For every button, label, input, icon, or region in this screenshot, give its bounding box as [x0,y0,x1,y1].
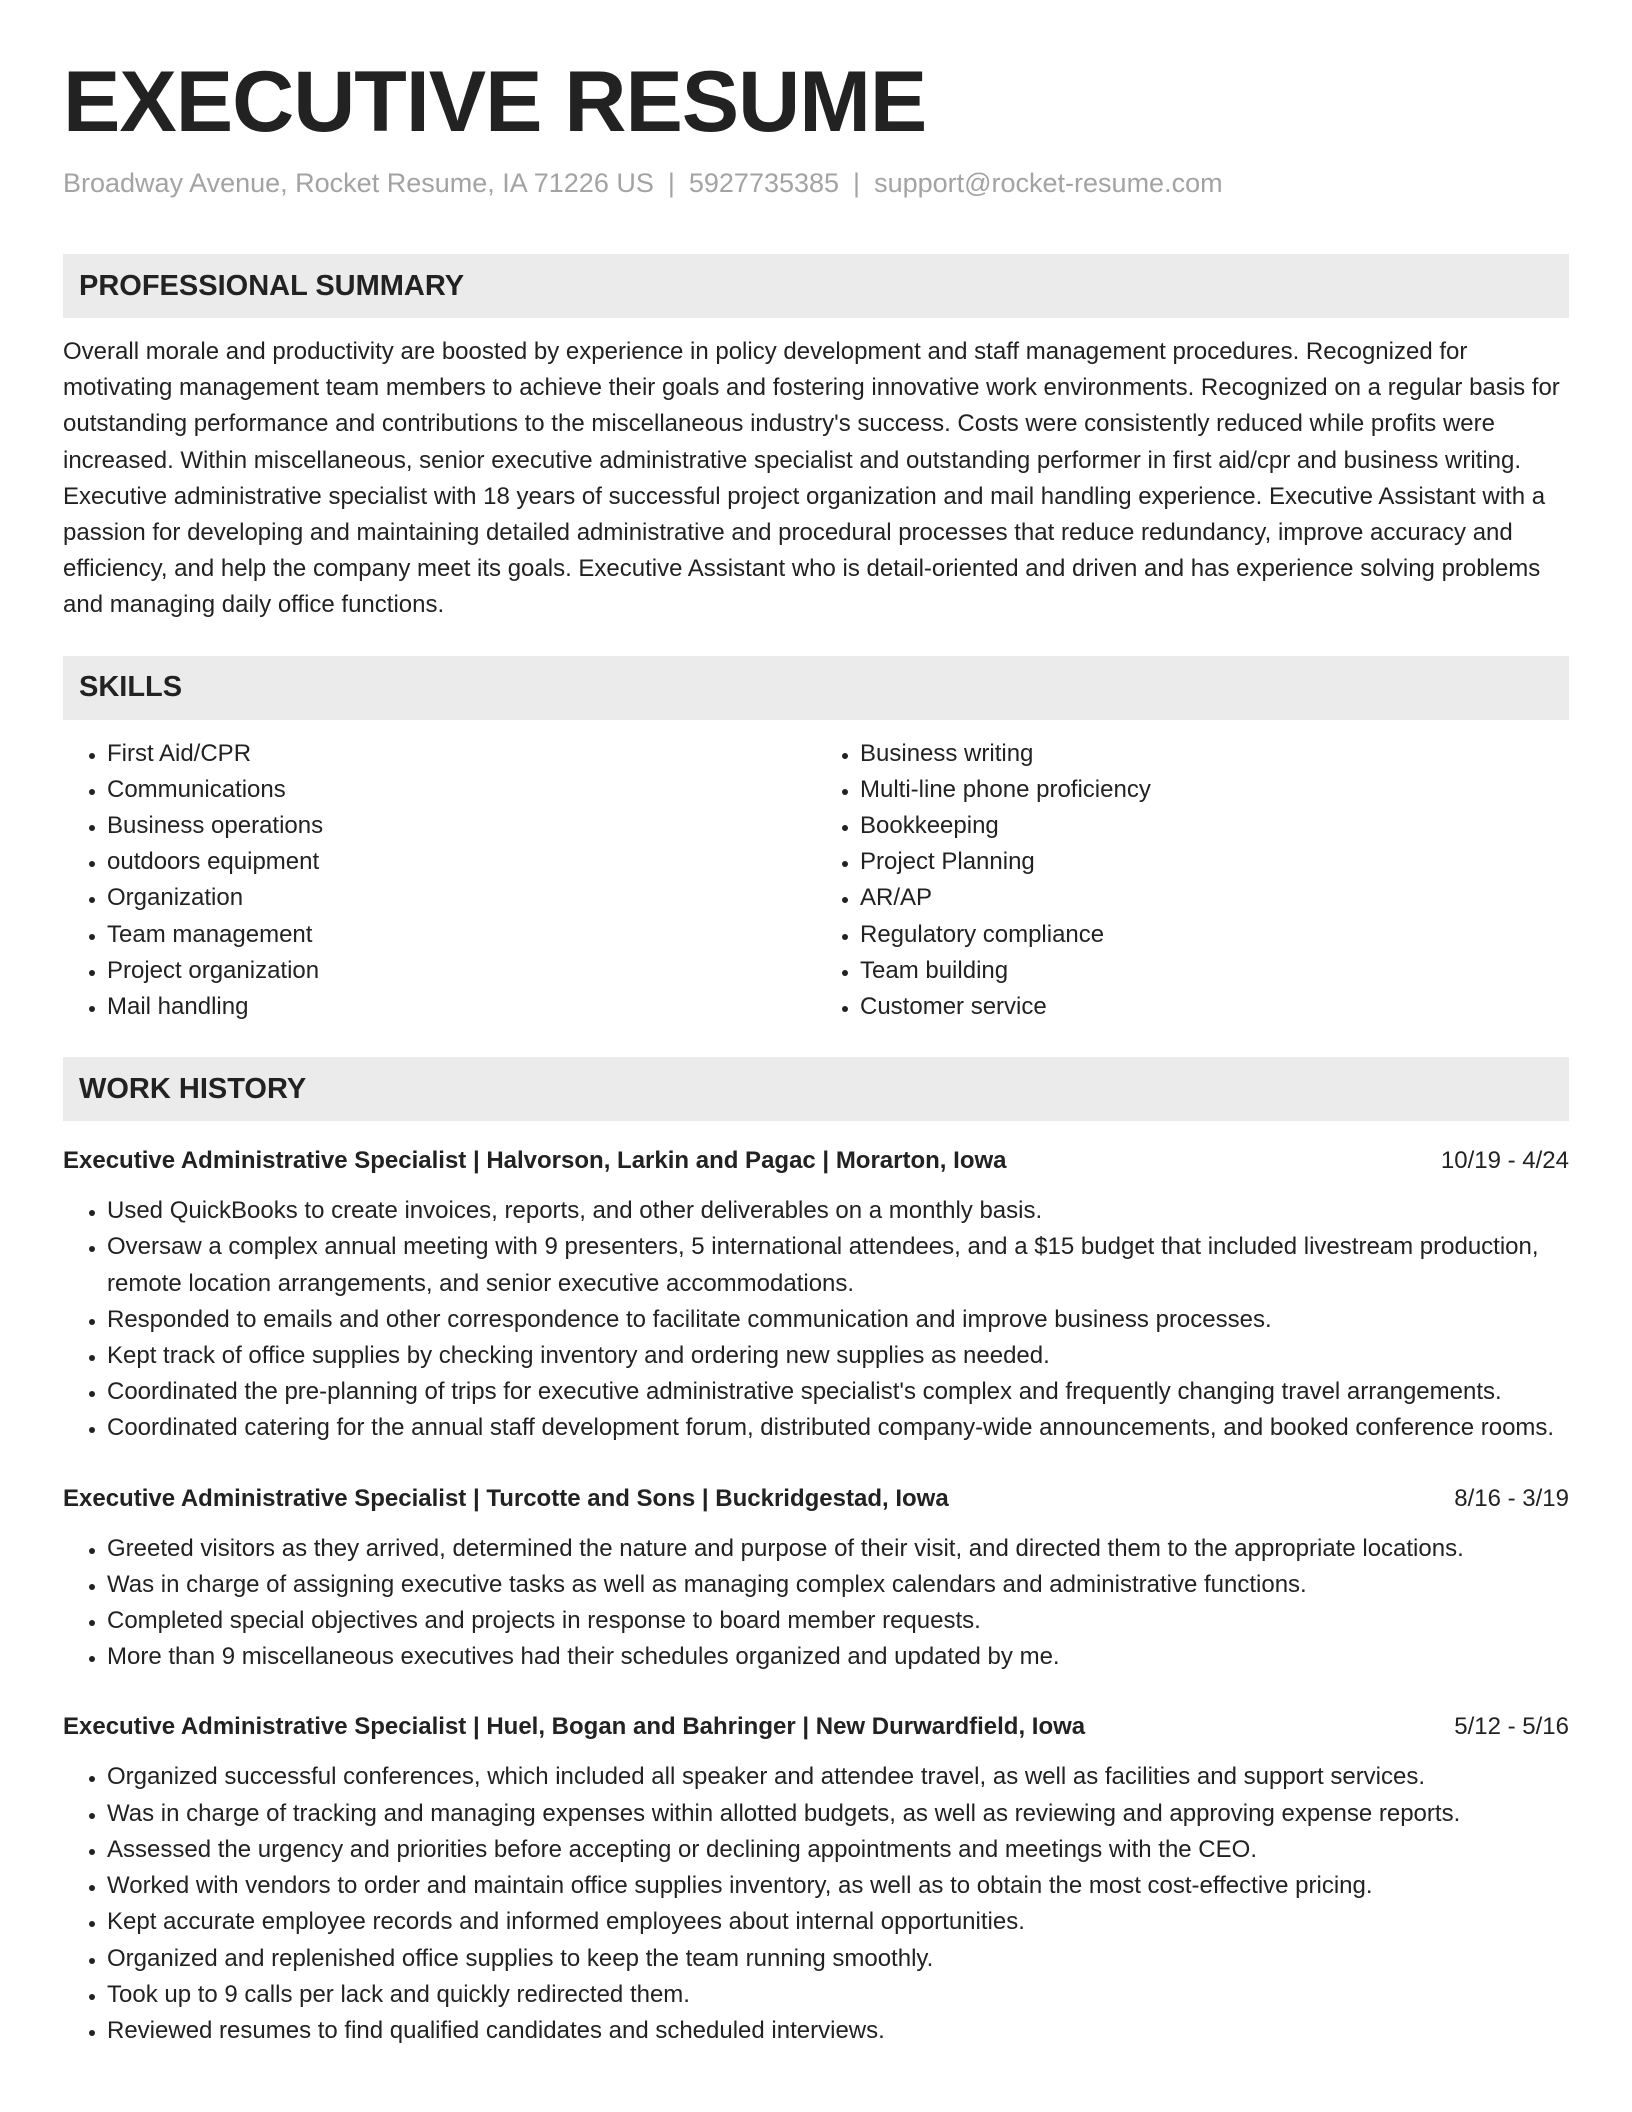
job-bullet: • Took up to 9 calls per lack and quickly redirected them. [107,1977,1569,2013]
section-header-skills: SKILLS [63,656,1569,720]
skill-item: • Team building [860,953,1569,989]
skill-item: • AR/AP [860,880,1569,916]
job-dates: 10/19 - 4/24 [1440,1147,1569,1175]
section-header-summary: PROFESSIONAL SUMMARY [63,254,1569,318]
skill-item: • outdoors equipment [107,844,816,880]
contact-phone: 5927735385 [688,168,840,198]
job-title: Executive Administrative Specialist | Halvorson, Larkin and Pagac | Morarton, Iowa [63,1147,1007,1175]
job-bullet: • Assessed the urgency and priorities before accepting or declining appointments and meetings with the CEO. [107,1832,1569,1868]
job-dates: 8/16 - 3/19 [1454,1484,1569,1512]
job-title: Executive Administrative Specialist | Turcotte and Sons | Buckridgestad, Iowa [63,1484,949,1512]
job-title: Executive Administrative Specialist | Huel, Bogan and Bahringer | New Durwardfield, Iowa [63,1713,1086,1741]
job-bullet-list [63,1531,1569,1676]
contact-separator: | [667,168,675,198]
skills-column-left [63,736,816,1026]
skill-item: • Business writing [860,736,1569,772]
job-entry [63,1143,1569,1446]
job-dates: 5/12 - 5/16 [1454,1713,1569,1741]
skill-item: • Customer service [860,989,1569,1025]
job-bullet-list [63,1193,1569,1446]
job-bullet: • Used QuickBooks to create invoices, reports, and other deliverables on a monthly basis. [107,1193,1569,1229]
skill-item: • Regulatory compliance [860,917,1569,953]
skill-item: • Bookkeeping [860,808,1569,844]
job-bullet: • Was in charge of tracking and managing expenses within allotted budgets, as well as reviewing and approving expense reports. [107,1796,1569,1832]
job-bullet: • Worked with vendors to order and maintain office supplies inventory, as well as to obtain the most cost-effective pricing. [107,1868,1569,1904]
skill-item: • Team management [107,917,816,953]
skill-item: • Communications [107,772,816,808]
skill-item: • Mail handling [107,989,816,1025]
job-bullet: • Coordinated the pre-planning of trips for executive administrative specialist's complex and frequently changing travel arrangements. [107,1374,1569,1410]
summary-text: Overall morale and productivity are boosted by experience in policy development and staff management procedures. Recognized for motivating management team members to achieve their goals and fostering innovative work environments. Recognized on a regular basis for outstanding performance and contributions to the miscellaneous industry's success. Costs were consistently reduced while profits were increased. Within miscellaneous, senior executive administrative specialist and outstanding performer in first aid/cpr and business writing. Executive administrative specialist with 18 years of successful project organization and mail handling experience. Executive Assistant with a passion for developing and maintaining detailed administrative and procedural processes that reduce redundancy, improve accuracy and efficiency, and help the company meet its goals. Executive Assistant who is detail-oriented and driven and has experience solving problems and managing daily office functions. [63,338,1560,619]
skill-item: • Project Planning [860,844,1569,880]
job-bullet: • Responded to emails and other correspondence to facilitate communication and improve business processes. [107,1302,1569,1338]
job-header [63,1143,1569,1179]
work-history-list [63,1143,1569,2049]
skill-item: • Business operations [107,808,816,844]
skill-item: • First Aid/CPR [107,736,816,772]
job-entry [63,1481,1569,1676]
job-header [63,1709,1569,1745]
job-bullet: • Reviewed resumes to find qualified candidates and scheduled interviews. [107,2013,1569,2049]
contact-address: Broadway Avenue, Rocket Resume, IA 71226 US [63,168,654,198]
job-entry [63,1709,1569,2049]
job-bullet: • Was in charge of assigning executive tasks as well as managing complex calendars and administrative functions. [107,1567,1569,1603]
job-bullet: • Oversaw a complex annual meeting with 9 presenters, 5 international attendees, and a $15 budget that included livestream production, remote location arrangements, and senior executive accommodations. [107,1229,1569,1301]
job-bullet: • Kept accurate employee records and informed employees about internal opportunities. [107,1904,1569,1940]
contact-separator: | [853,168,861,198]
skill-item: • Multi-line phone proficiency [860,772,1569,808]
contact-email: support@rocket-resume.com [874,168,1223,198]
job-bullet: • Coordinated catering for the annual staff development forum, distributed company-wide announcements, and booked conference rooms. [107,1410,1569,1446]
job-bullet: • Organized and replenished office supplies to keep the team running smoothly. [107,1941,1569,1977]
skill-item: • Organization [107,880,816,916]
job-bullet: • Kept track of office supplies by checking inventory and ordering new supplies as needed. [107,1338,1569,1374]
job-bullet: • Completed special objectives and projects in response to board member requests. [107,1603,1569,1639]
contact-line [63,166,1569,200]
job-bullet: • Greeted visitors as they arrived, determined the nature and purpose of their visit, and directed them to the appropriate locations. [107,1531,1569,1567]
job-bullet: • Organized successful conferences, which included all speaker and attendee travel, as well as facilities and support services. [107,1759,1569,1795]
skills-list [63,736,1569,1026]
skill-item: • Project organization [107,953,816,989]
job-bullet: • More than 9 miscellaneous executives had their schedules organized and updated by me. [107,1639,1569,1675]
section-header-work-history: WORK HISTORY [63,1057,1569,1121]
skills-column-right [816,736,1569,1026]
job-bullet-list [63,1759,1569,2049]
job-header [63,1481,1569,1517]
resume-name: EXECUTIVE RESUME [63,54,927,150]
